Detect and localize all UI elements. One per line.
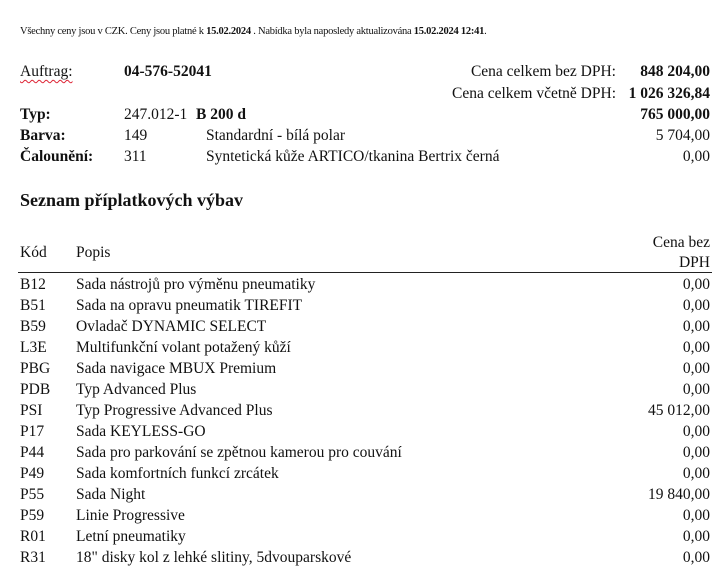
upholstery-code: 311 — [124, 148, 147, 165]
option-description: Sada pro parkování se zpětnou kamerou pro couvání — [76, 444, 402, 461]
type-price: 765 000,00 — [640, 106, 710, 123]
column-header-price-line1: Cena bez — [652, 234, 710, 251]
column-header-price — [653, 233, 710, 273]
total-incl-vat-value: 1 026 326,84 — [628, 85, 710, 102]
table-row — [0, 379, 724, 400]
table-row — [0, 547, 724, 568]
option-code: PSI — [20, 402, 43, 419]
total-excl-vat-value: 848 204,00 — [640, 63, 710, 80]
option-price: 0,00 — [682, 549, 710, 566]
validity-note — [20, 26, 487, 37]
column-header-code: Kód — [20, 244, 47, 261]
option-price: 0,00 — [682, 276, 710, 293]
table-row — [0, 274, 724, 295]
option-price: 0,00 — [682, 297, 710, 314]
table-header-rule — [18, 272, 712, 273]
column-header-description: Popis — [76, 244, 111, 261]
option-price: 0,00 — [682, 318, 710, 335]
option-price: 0,00 — [682, 381, 710, 398]
table-row — [0, 421, 724, 442]
order-label: Auftrag: — [20, 63, 73, 80]
option-price: 0,00 — [682, 465, 710, 482]
option-description: Sada navigace MBUX Premium — [76, 360, 277, 377]
table-row — [0, 295, 724, 316]
order-number: 04-576-52041 — [124, 63, 212, 80]
table-row — [0, 337, 724, 358]
color-label: Barva: — [20, 127, 66, 144]
type-code: 247.012-1 — [124, 106, 188, 123]
color-name: Standardní - bílá polar — [206, 127, 346, 144]
option-price: 0,00 — [682, 528, 710, 545]
option-code: P49 — [20, 465, 45, 482]
option-code: R01 — [20, 528, 46, 545]
table-row — [0, 463, 724, 484]
option-description: Ovladač DYNAMIC SELECT — [76, 318, 267, 335]
validity-note-prefix: Všechny ceny jsou v CZK. Ceny jsou platné k — [20, 26, 207, 37]
option-description: Letní pneumatiky — [76, 528, 186, 545]
option-description: Sada nástrojů pro výměnu pneumatiky — [76, 276, 316, 293]
table-row — [0, 505, 724, 526]
option-code: B51 — [20, 297, 46, 314]
option-description: Sada Night — [76, 486, 146, 503]
table-row — [0, 358, 724, 379]
option-code: P17 — [20, 423, 45, 440]
option-description: Linie Progressive — [76, 507, 185, 524]
option-price: 19 840,00 — [648, 486, 710, 503]
total-incl-vat-label: Cena celkem včetně DPH: — [452, 85, 616, 102]
table-row — [0, 526, 724, 547]
option-price: 0,00 — [682, 423, 710, 440]
column-header-price-line2: DPH — [678, 254, 710, 271]
option-description: Sada na opravu pneumatik TIREFIT — [76, 297, 303, 314]
type-label: Typ: — [20, 106, 51, 123]
valid-date: 15.02.2024 — [206, 26, 251, 37]
option-code: P59 — [20, 507, 45, 524]
option-code: PBG — [20, 360, 51, 377]
table-row — [0, 442, 724, 463]
table-row — [0, 316, 724, 337]
table-row — [0, 400, 724, 421]
option-code: B12 — [20, 276, 46, 293]
validity-note-suffix: . — [484, 26, 487, 37]
option-code: PDB — [20, 381, 51, 398]
upholstery-name: Syntetická kůže ARTICO/tkanina Bertrix černá — [206, 148, 500, 165]
option-price: 0,00 — [682, 444, 710, 461]
option-description: Typ Advanced Plus — [76, 381, 197, 398]
option-description: Sada komfortních funkcí zrcátek — [76, 465, 279, 482]
options-section-title: Seznam příplatkových výbav — [20, 190, 244, 210]
option-price: 0,00 — [682, 360, 710, 377]
updated-at: 15.02.2024 12:41 — [413, 26, 485, 37]
upholstery-price: 0,00 — [682, 148, 710, 165]
option-description: Multifunkční volant potažený kůží — [76, 339, 291, 356]
option-price: 45 012,00 — [648, 402, 710, 419]
option-code: P44 — [20, 444, 45, 461]
total-excl-vat-label: Cena celkem bez DPH: — [470, 63, 616, 80]
type-name: B 200 d — [196, 106, 246, 123]
color-code: 149 — [124, 127, 148, 144]
upholstery-label: Čalounění: — [20, 148, 94, 165]
option-price: 0,00 — [682, 507, 710, 524]
option-code: R31 — [20, 549, 46, 566]
validity-note-middle: . Nabídka byla naposledy aktualizována — [250, 26, 414, 37]
option-description: Sada KEYLESS-GO — [76, 423, 206, 440]
option-price: 0,00 — [682, 339, 710, 356]
option-code: P55 — [20, 486, 45, 503]
option-code: B59 — [20, 318, 46, 335]
option-description: Typ Progressive Advanced Plus — [76, 402, 273, 419]
table-row — [0, 484, 724, 505]
option-description: 18" disky kol z lehké slitiny, 5dvouparskové — [76, 549, 352, 566]
option-code: L3E — [20, 339, 47, 356]
color-price: 5 704,00 — [655, 127, 710, 144]
